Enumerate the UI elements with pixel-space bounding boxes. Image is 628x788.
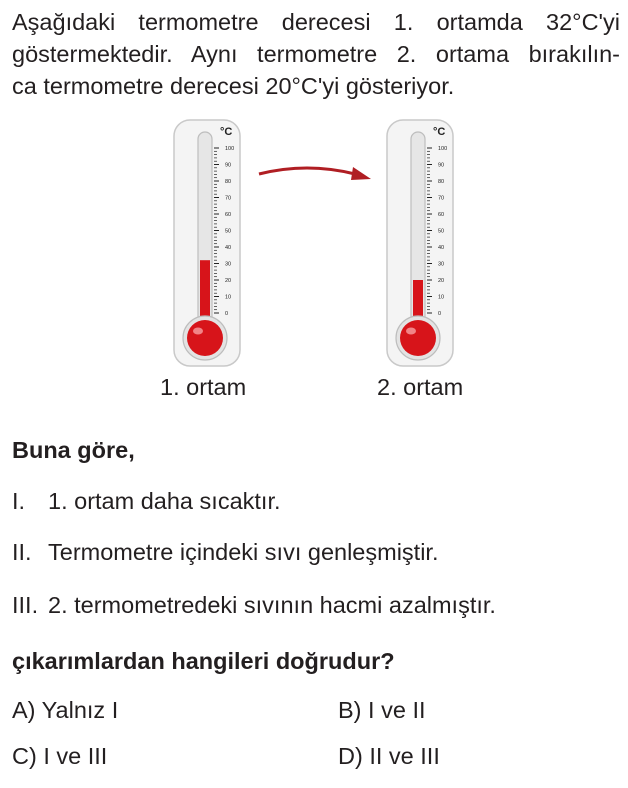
- scale-label: 30: [225, 261, 232, 268]
- thermometer-2: [385, 118, 455, 368]
- scale-label: 100: [438, 146, 448, 152]
- scale-label: 80: [225, 179, 232, 185]
- scale-label: 20: [438, 278, 445, 284]
- option-a[interactable]: [12, 697, 118, 724]
- option-label: C): [12, 743, 37, 769]
- ortam-1-caption: 1. ortam: [160, 374, 247, 400]
- statement-2: [12, 539, 438, 566]
- scale-label: 50: [438, 228, 445, 235]
- option-c[interactable]: [12, 743, 107, 770]
- scale-label: 10: [225, 294, 232, 301]
- option-label: B): [338, 697, 362, 723]
- scale-label: 0: [225, 311, 229, 317]
- statement-text: 1. ortam daha sıcaktır.: [48, 488, 281, 514]
- scale-label: 0: [438, 311, 442, 317]
- option-label: D): [338, 743, 363, 769]
- statement-text: 2. termometredeki sıvının hacmi azalmıştır.: [48, 592, 496, 618]
- bulb-highlight: [193, 328, 203, 335]
- statement-number: II.: [12, 539, 32, 565]
- prompt-heading: Buna göre,: [12, 437, 135, 463]
- thermometer-bulb: [187, 320, 223, 356]
- option-label: A): [12, 697, 36, 723]
- intro-line: ca termometre derecesi 20°C'yi gösteriyor.: [12, 73, 455, 99]
- unit-label: °C: [220, 126, 233, 138]
- scale-label: 40: [225, 245, 232, 251]
- scale-label: 30: [438, 261, 445, 268]
- scale-label: 100: [225, 146, 235, 152]
- scale-label: 90: [438, 162, 445, 169]
- intro-line: Aşağıdaki termometre derecesi 1. ortamda 32°C'yi: [12, 9, 620, 35]
- option-text: I ve III: [43, 743, 108, 769]
- thermometer-1: [172, 118, 242, 368]
- scale-label: 70: [438, 195, 445, 202]
- intro-paragraph: [12, 6, 620, 102]
- scale-label: 50: [225, 228, 232, 235]
- scale-label: 40: [438, 245, 445, 251]
- scale-label: 20: [225, 278, 232, 284]
- option-text: I ve II: [368, 697, 426, 723]
- statement-number: I.: [12, 488, 26, 514]
- question-text: çıkarımlardan hangileri doğrudur?: [12, 648, 395, 674]
- ortam-2-caption: 2. ortam: [377, 374, 464, 400]
- scale-label: 90: [225, 162, 232, 169]
- thermometer-bulb: [400, 320, 436, 356]
- option-text: Yalnız I: [41, 697, 119, 723]
- scale-label: 80: [438, 179, 445, 185]
- arrow-icon: [255, 160, 375, 186]
- option-text: II ve III: [369, 743, 440, 769]
- thermometer-graphic: [385, 118, 455, 368]
- thermometer-graphic: [172, 118, 242, 368]
- scale-label: 60: [438, 212, 445, 218]
- statement-1: [12, 488, 281, 515]
- scale-label: 60: [225, 212, 232, 218]
- statement-3: [12, 592, 496, 619]
- unit-label: °C: [433, 126, 446, 138]
- bulb-highlight: [406, 328, 416, 335]
- option-b[interactable]: [338, 697, 426, 724]
- statement-number: III.: [12, 592, 39, 618]
- option-d[interactable]: [338, 743, 440, 770]
- statement-text: Termometre içindeki sıvı genleşmiştir.: [48, 539, 439, 565]
- scale-label: 10: [438, 294, 445, 301]
- scale-label: 70: [225, 195, 232, 202]
- intro-line: göstermektedir. Aynı termometre 2. ortama bırakılın-: [12, 41, 620, 67]
